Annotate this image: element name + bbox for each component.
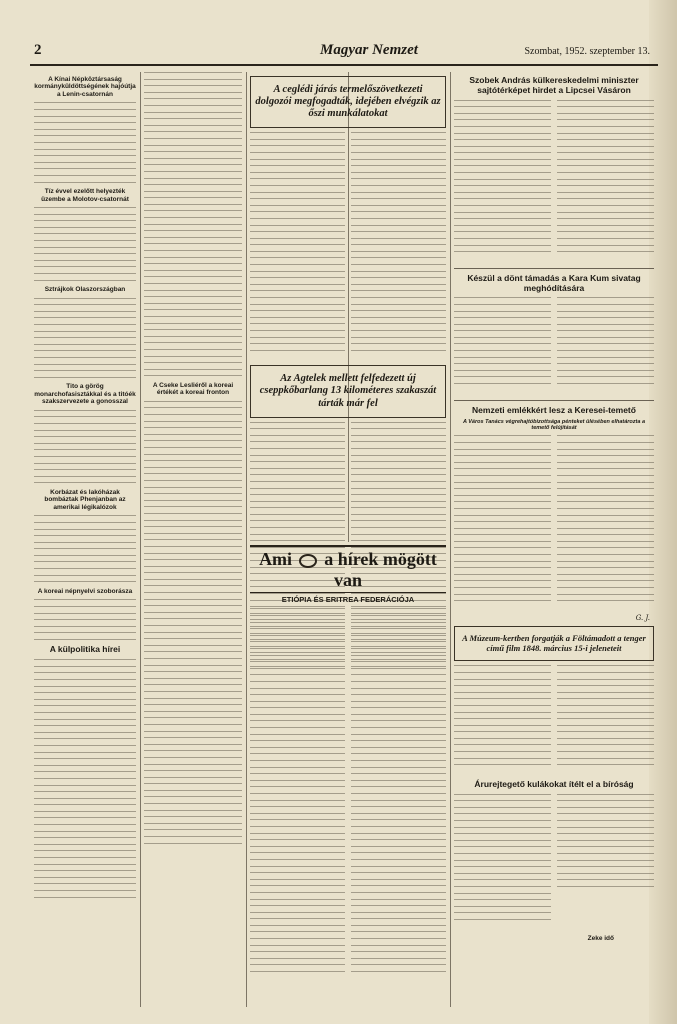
article-body bbox=[34, 207, 136, 281]
article-body bbox=[34, 515, 136, 582]
banner-title-a: Ami bbox=[259, 549, 293, 569]
article-body bbox=[34, 298, 136, 378]
column-rule bbox=[246, 72, 247, 1007]
article-headline: A ceglédi járás termelőszövetkezeti dolgozói megfogadták, idejében elvégzik az őszi munkálatokat bbox=[255, 84, 441, 120]
article-headline: Sztrájkok Olaszországban bbox=[44, 286, 126, 294]
page-number: 2 bbox=[34, 42, 42, 58]
article-headline: Tíz évvel ezelőtt helyezték üzembe a Molotov-csatornát bbox=[41, 188, 129, 203]
banner-article bbox=[250, 545, 446, 983]
article-body bbox=[557, 297, 654, 389]
article-body bbox=[454, 435, 551, 606]
article-body bbox=[34, 599, 136, 640]
article-body bbox=[34, 102, 136, 182]
article-headline: Készül a dönt támadás a Kara Kum sivatag meghódítására bbox=[467, 272, 641, 293]
column-2 bbox=[144, 72, 242, 849]
article-body bbox=[557, 794, 654, 926]
masthead: Magyar Nemzet bbox=[320, 42, 418, 58]
article-body bbox=[557, 665, 654, 771]
article-headline: Korbázat és lakóházak bombáztak Phenjanban az amerikai légikalózok bbox=[44, 488, 126, 511]
banner-title-b: a hírek mögött van bbox=[324, 549, 437, 590]
article-headline: Az Agtelek mellett felfedezett új cseppkőbarlang 13 kilométeres szakaszát tárták már fel bbox=[259, 373, 437, 409]
article-body bbox=[34, 659, 136, 897]
article-body bbox=[144, 546, 242, 844]
article-body bbox=[557, 435, 654, 606]
article-body bbox=[250, 132, 345, 356]
article-body bbox=[351, 608, 446, 977]
article-headline: A koreai népnyelvi szoborásza bbox=[37, 587, 133, 595]
article-headline: A Kínai Népköztársaság kormányküldöttségének hajóútja a Lenin-csatornán bbox=[34, 76, 136, 98]
banner-subtitle: ETIÓPIA ÉS ERITREA FEDERÁCIÓJA bbox=[281, 595, 415, 605]
page-header bbox=[30, 40, 658, 66]
headline-box bbox=[454, 626, 654, 662]
megaphone-icon bbox=[299, 554, 317, 568]
article-body bbox=[454, 665, 551, 771]
issue-date: Szombat, 1952. szeptember 13. bbox=[524, 46, 650, 57]
article-body bbox=[454, 100, 551, 258]
column-rule bbox=[450, 72, 451, 1007]
article-body bbox=[144, 72, 242, 376]
article-subheadline: A Város Tanács végrehajtóbizottsága pénteket ülésében elhatározta a temető felújítását bbox=[462, 419, 646, 432]
headline-box bbox=[250, 365, 446, 417]
article-headline: Nemzeti emlékkért lesz a Keresei-temető bbox=[472, 404, 636, 415]
article-body bbox=[454, 794, 551, 926]
article-headline: A Múzeum-kertben forgatják a Föltámadott a tenger című film 1848. március 15-i jeleneteit bbox=[462, 632, 646, 653]
article-signature: G. J. bbox=[635, 613, 650, 622]
article-body bbox=[144, 401, 242, 540]
column-5 bbox=[454, 72, 654, 946]
article-headline: A külpolitika hírei bbox=[49, 644, 121, 655]
article-headline: Zeke idő bbox=[587, 934, 614, 942]
article-body bbox=[351, 132, 446, 356]
article-body bbox=[34, 410, 136, 484]
article-body bbox=[454, 297, 551, 389]
article-headline: Tito a görög monarchofasisztákkal és a titóék szakszervezete a gonosszal bbox=[34, 383, 136, 406]
article-body bbox=[250, 608, 345, 977]
column-rule bbox=[140, 72, 141, 1007]
column-1 bbox=[34, 72, 136, 903]
article-headline: Szobek András külkereskedelmi miniszter sajtótérképet hirdet a Lipcsei Vásáron bbox=[469, 75, 639, 95]
article-headline: Árurejtegető kulákokat ítélt el a bíróság bbox=[474, 778, 634, 789]
headline-box bbox=[250, 76, 446, 128]
article-headline: A Cseke Lesliéről a koreai értékét a koreai fronton bbox=[152, 381, 234, 397]
article-body bbox=[557, 100, 654, 258]
